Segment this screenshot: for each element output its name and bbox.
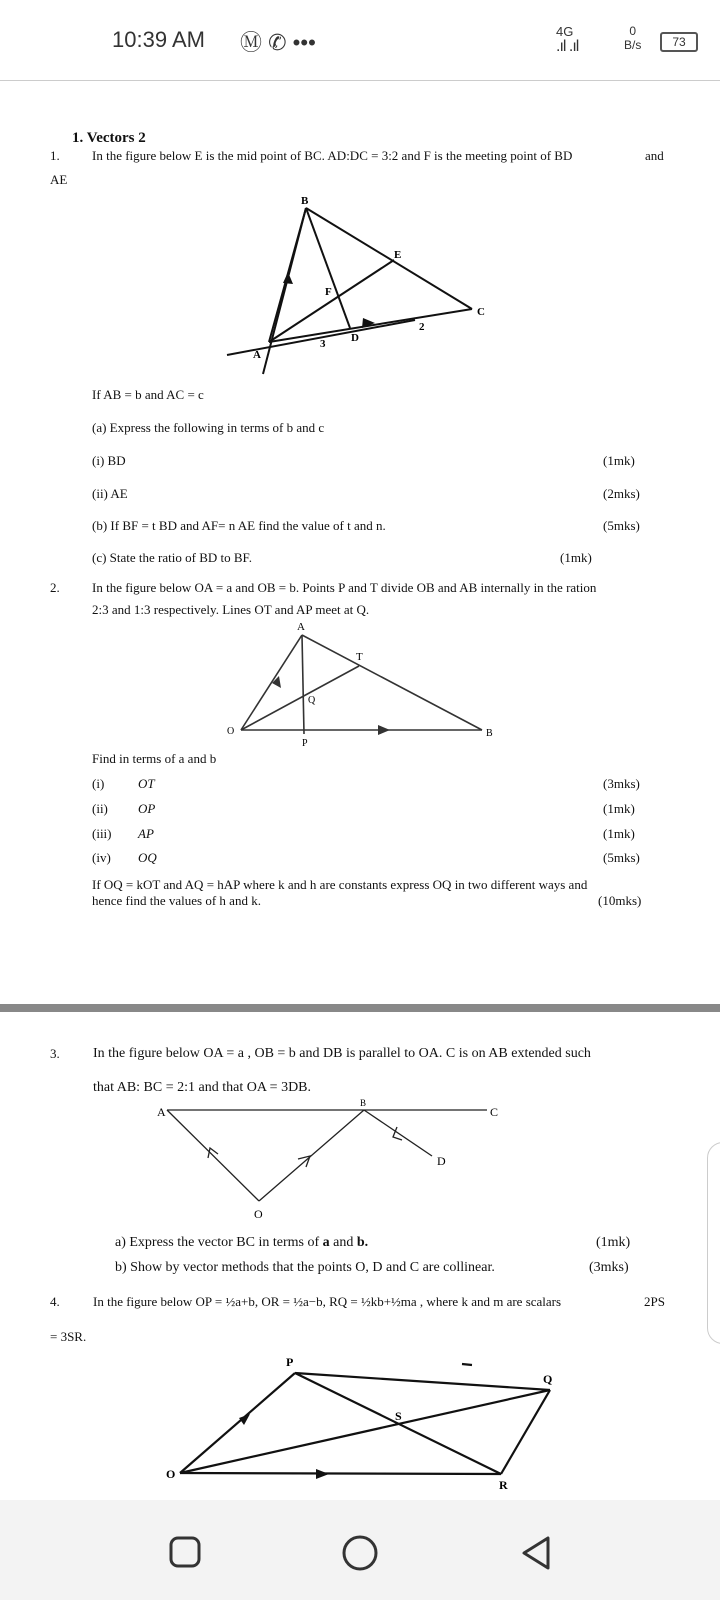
back-icon[interactable] <box>518 1534 554 1574</box>
q4-label-s: S <box>395 1409 402 1423</box>
q4-label-p: P <box>286 1355 294 1369</box>
q1-part-a-i-marks: (1mk) <box>603 453 635 468</box>
q1-part-c: (c) State the ratio of BD to BF. <box>92 550 252 565</box>
q1-given: If AB = b and AC = c <box>92 387 204 402</box>
q3-label-b: B <box>360 1098 367 1108</box>
q4-label-r: R <box>499 1478 508 1492</box>
q2-item-marks: (5mks) <box>603 850 640 865</box>
q1-text-line1: In the figure below E is the mid point of BC. AD:DC = 3:2 and F is the meeting point of BD <box>92 148 573 163</box>
q1-label-b: B <box>301 195 309 207</box>
q4-number: 4. <box>50 1294 60 1309</box>
q1-part-a-ii-marks: (2mks) <box>603 486 640 501</box>
q2-item-marks: (3mks) <box>603 776 640 791</box>
q1-label-2: 2 <box>419 321 425 333</box>
q3-part-b-marks: (3mks) <box>589 1260 629 1275</box>
q2-item-marks: (1mk) <box>603 801 635 816</box>
q3-number: 3. <box>50 1046 60 1061</box>
q4-text-line1: In the figure below OP = ½a+b, OR = ½a−b, RQ = ½kb+½ma , where k and m are scalars <box>93 1294 562 1309</box>
q2-label-q: Q <box>308 695 316 706</box>
q2-item-expr: OQ <box>138 850 157 865</box>
battery-icon: 73 <box>660 32 698 52</box>
q2-text-line1: In the figure below OA = a and OB = b. Points P and T divide OB and AB internally in the ration <box>92 580 597 595</box>
side-panel-handle[interactable] <box>707 1142 720 1344</box>
q2-final-line1: If OQ = kOT and AQ = hAP where k and h are constants express OQ in two different ways and <box>92 877 588 892</box>
q1-part-a-ii: (ii) AE <box>92 486 128 501</box>
q2-text-line2: 2:3 and 1:3 respectively. Lines OT and AP meet at Q. <box>92 602 370 617</box>
clock: 10:39 AM <box>112 27 205 52</box>
q2-item-expr: OT <box>138 776 155 791</box>
q2-label-b: B <box>486 728 493 739</box>
q4-text-line1-end: 2PS <box>644 1294 665 1309</box>
q1-label-f: F <box>325 286 332 298</box>
q2-number: 2. <box>50 580 60 595</box>
q1-part-c-marks: (1mk) <box>560 550 592 565</box>
q4-text-line2: = 3SR. <box>50 1329 87 1344</box>
network-type: 4G <box>556 24 574 39</box>
q1-label-3: 3 <box>320 338 326 350</box>
q1-number: 1. <box>50 148 60 163</box>
net-speed: 0 B/s <box>624 24 642 52</box>
signal-icon: .ıl .ıl <box>556 38 579 55</box>
q2-item-marks: (1mk) <box>603 826 635 841</box>
q3-part-a-marks: (1mk) <box>596 1235 631 1250</box>
q3-label-c: C <box>490 1105 499 1119</box>
q2-label-t: T <box>356 651 363 663</box>
notification-icons: Ⓜ ✆ ••• <box>240 30 316 55</box>
q2-item-label: (iii) <box>92 826 112 841</box>
recents-icon[interactable] <box>168 1535 204 1571</box>
q4-label-q: Q <box>543 1372 553 1386</box>
home-icon[interactable] <box>341 1534 381 1574</box>
q4-label-o: O <box>166 1467 176 1481</box>
q1-text-line1-end: and <box>645 148 664 163</box>
q1-label-c: C <box>477 306 485 318</box>
q3-part-b: b) Show by vector methods that the points O, D and C are collinear. <box>115 1260 495 1275</box>
q2-item-expr: AP <box>138 826 154 841</box>
q1-part-b-marks: (5mks) <box>603 518 640 533</box>
q3-label-d: D <box>437 1154 446 1168</box>
q1-part-b: (b) If BF = t BD and AF= n AE find the value of t and n. <box>92 518 386 533</box>
q2-find: Find in terms of a and b <box>92 751 217 766</box>
q3-label-a: A <box>157 1105 166 1119</box>
q1-label-a: A <box>253 349 261 361</box>
q1-text-line2: AE <box>50 172 68 187</box>
q1-label-e: E <box>394 249 402 261</box>
q2-final-marks: (10mks) <box>598 893 642 908</box>
q3-text-line1: In the figure below OA = a , OB = b and DB is parallel to OA. C is on AB extended such <box>93 1046 591 1061</box>
q2-label-o: O <box>227 726 235 737</box>
navigation-bar <box>0 1500 720 1600</box>
q1-part-a: (a) Express the following in terms of b and c <box>92 420 325 435</box>
q2-item-label: (i) <box>92 776 105 791</box>
q1-part-a-i: (i) BD <box>92 453 126 468</box>
q2-final-line2: hence find the values of h and k. <box>92 893 261 908</box>
q2-label-p: P <box>302 738 308 749</box>
q2-item-label: (iv) <box>92 850 111 865</box>
q2-label-a: A <box>297 621 305 633</box>
section-heading: 1. Vectors 2 <box>72 130 146 146</box>
q2-item-label: (ii) <box>92 801 108 816</box>
q2-item-expr: OP <box>138 801 156 816</box>
q3-text-line2: that AB: BC = 2:1 and that OA = 3DB. <box>93 1080 312 1095</box>
q3-part-a: a) Express the vector BC in terms of a and b. <box>115 1235 369 1250</box>
q3-label-o: O <box>254 1207 263 1221</box>
q1-label-d: D <box>351 332 359 344</box>
